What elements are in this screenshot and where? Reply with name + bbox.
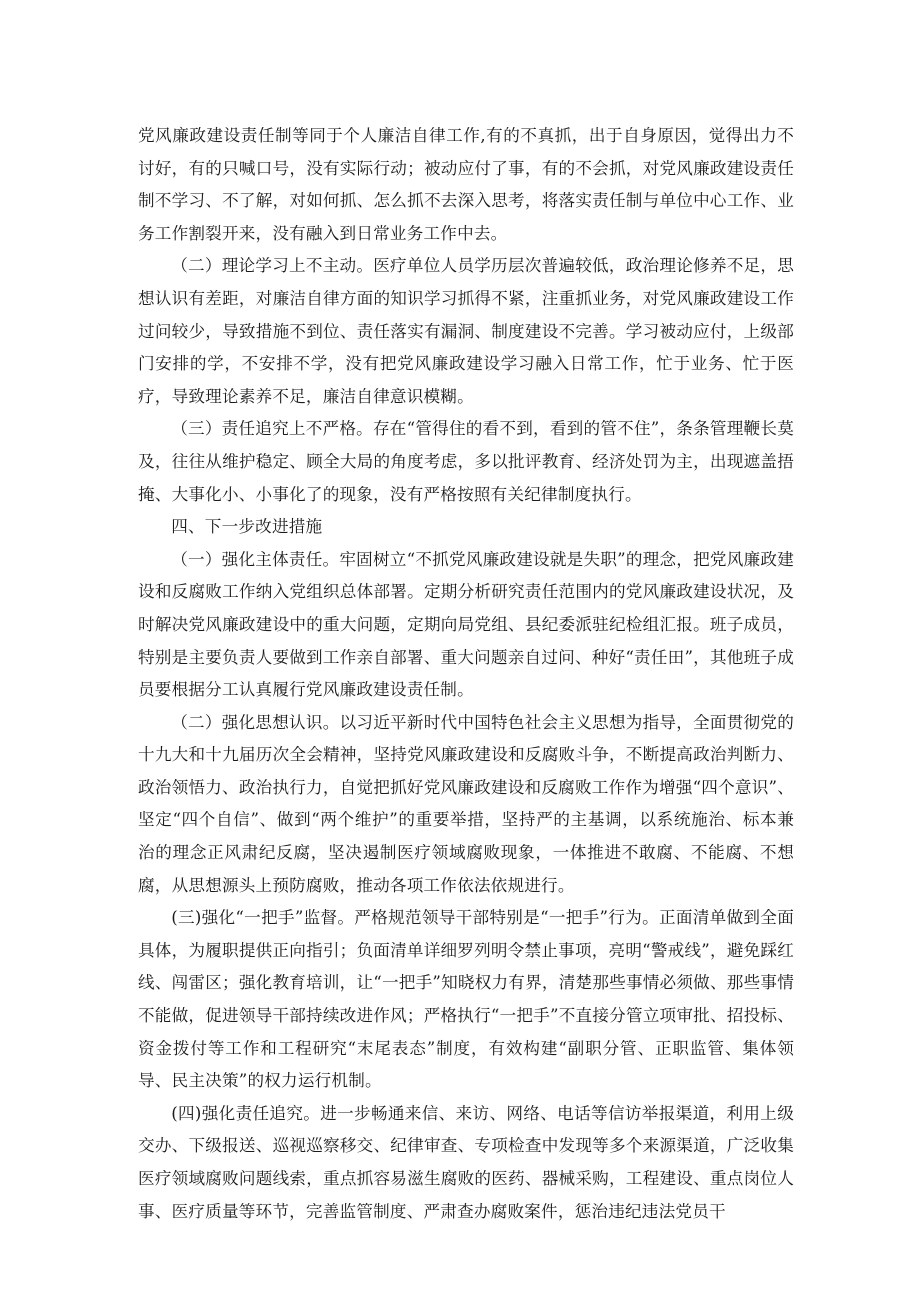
document-body: [138, 120, 794, 1228]
paragraph-accountability-strengthen: (四)强化责任追究。进一步畅通来信、来访、网络、电话等信访举报渠道，利用上级交办、下级报送、巡视巡察移交、纪律审查、专项检查中发现等多个来源渠道，广泛收集医疗领域腐败问题线索，重点抓容易滋生腐败的医药、器械采购，工程建设、重点岗位人事、医疗质量等环节，完善监管制度、严肃查办腐败案件，惩治违纪违法党员干: [138, 1103, 794, 1221]
paragraph-top-leader-supervision: (三)强化“一把手”监督。严格规范领导干部特别是“一把手”行为。正面清单做到全面具体，为履职提供正向指引；负面清单详细罗列明令禁止事项，亮明“警戒线”，避免踩红线、闯雷区；强化教育培训，让“一把手”知晓权力有界，清楚那些事情必须做、那些事情不能做，促进领导干部持续改进作风；严格执行“一把手”不直接分管立项审批、招投标、资金拨付等工作和工程研究“末尾表态”制度，有效构建“副职分管、正职监管、集体领导、民主决策”的权力运行机制。: [138, 908, 794, 1091]
paragraph-accountability: （三）责任追究上不严格。存在“管得住的看不到，看到的管不住”，条条管理鞭长莫及，往往从维护稳定、顾全大局的角度考虑，多以批评教育、经济处罚为主，出现遮盖捂掩、大事化小、小事化了的现象，没有严格按照有关纪律制度执行。: [138, 419, 794, 504]
paragraph-main-responsibility: （一）强化主体责任。牢固树立“不抓党风廉政建设就是失职”的理念，把党风廉政建设和反腐败工作纳入党组织总体部署。定期分析研究责任范围内的党风廉政建设状况，及时解决党风廉政建设中的重大问题，定期向局党组、县纪委派驻纪检组汇报。班子成员，特别是主要负责人要做到工作亲自部署、重大问题亲自过问、种好“责任田”，其他班子成员要根据分工认真履行党风廉政建设责任制。: [138, 549, 794, 700]
paragraph-continuation: 党风廉政建设责任制等同于个人廉洁自律工作,有的不真抓，出于自身原因，觉得出力不讨好，有的只喊口号，没有实际行动；被动应付了事，有的不会抓，对党风廉政建设责任制不学习、不了解，对如何抓、怎么抓不去深入思考，将落实责任制与单位中心工作、业务工作割裂开来，没有融入到日常业务工作中去。: [138, 126, 794, 243]
paragraph-ideology: （二）强化思想认识。以习近平新时代中国特色社会主义思想为指导，全面贯彻党的十九大和十九届历次全会精神，坚持党风廉政建设和反腐败斗争，不断提高政治判断力、政治领悟力、政治执行力，自觉把抓好党风廉政建设和反腐败工作作为增强“四个意识”、坚定“四个自信”、做到“两个维护”的重要举措，坚持严的主基调，以系统施治、标本兼治的理念正风肃纪反腐，坚决遏制医疗领域腐败现象，一体推进不敢腐、不能腐、不想腐，从思想源头上预防腐败，推动各项工作依法依规进行。: [138, 712, 794, 895]
section-heading-improvement: 四、下一步改进措施: [171, 517, 323, 537]
paragraph-theory-study: （二）理论学习上不主动。医疗单位人员学历层次普遍较低，政治理论修养不足，思想认识有差距，对廉洁自律方面的知识学习抓得不紧，注重抓业务，对党风廉政建设工作过问较少，导致措施不到位、责任落实有漏洞、制度建设不完善。学习被动应付，上级部门安排的学，不安排不学，没有把党风廉政建设学习融入日常工作，忙于业务、忙于医疗，导致理论素养不足，廉洁自律意识模糊。: [138, 256, 794, 406]
